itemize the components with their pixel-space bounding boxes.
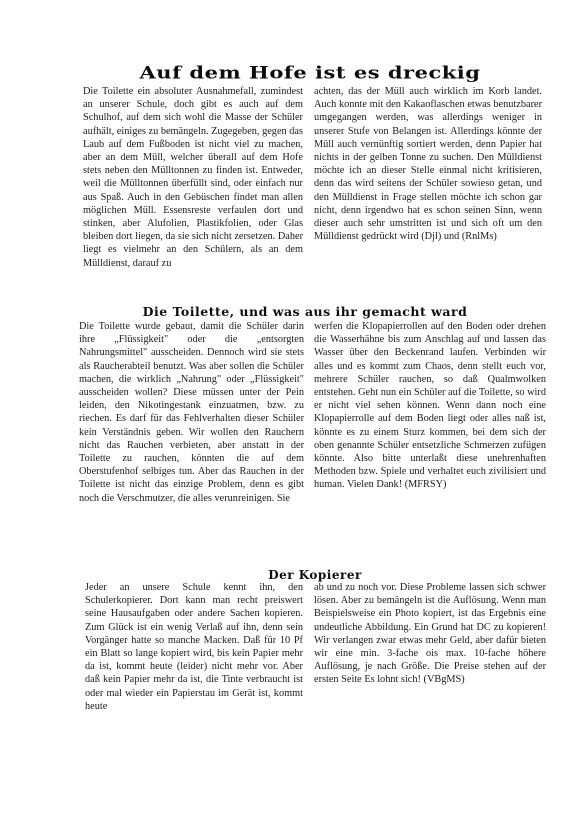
- article-hof-text-right: achten, das der Müll auch wirklich im Korb landet. Auch konnte mit den Kakaoflaschen etwas benutzbarer umgegangen werden, was allerdings weniger in unserer Stufe von Belangen ist. Allerdings könnte der Müll auch vernünftig sortiert werden, denn Papier hat nichts in der gelben Tonne zu suchen. Den Mülldienst möchte ich an dieser Stelle einmal nicht kritisieren, denn das wird seitens der Schüler sowieso getan, und den Mülldienst in Frage stellen möchte ich schon gar nicht, denn irgendwo hat es schon seinen Sinn, wenn dieser auch sehr umstritten ist und sich oft um den Mülldienst gedrückt wird (Djl) und (RnlMs): [314, 86, 542, 243]
- article-kopierer-text-left: Jeder an unsere Schule kennt ihn, den Schulerkopierer. Dort kann man recht preiswert seine Hausaufgaben oder andere Sachen kopieren. Zum Glück ist ein wenig Verlaß auf ihn, denn sein Vorgänger hatte so manche Macken. Daß für 10 Pf ein Blatt so lange kopiert wird, bis kein Papier mehr da ist, kommt heute (leider) nicht mehr vor. Aber daß kein Papier mehr da ist, die Tinte verbraucht ist oder mal wieder ein Papierstau im Gerät ist, kommt heute: [85, 582, 303, 712]
- article-hof-text-left: Die Toilette ein absoluter Ausnahmefall, zumindest an unserer Schule, doch gibt es auch auf dem Schulhof, auf dem sich wohl die Masse der Schüler aufhält, einiges zu bemängeln. Zugegeben, gegen das Laub auf dem Fußboden ist nicht viel zu machen, aber an dem Müll, welcher überall auf dem Hofe stets neben den Mülltonnen zu finden ist. Entweder, weil die Mülltonnen überfüllt sind, oder einfach nur aus Spaß. Auch in den Gebüschen findet man allen möglichen Müll. Essensreste verfaulen dort und stinken, aber Alufolien, Plastikfolien, oder Glas bleiben dort liegen, da sie sich nicht zersetzen. Daher liegt es vielmehr an den Schülern, als an dem Mülldienst, darauf zu: [83, 86, 303, 269]
- article-title-kopierer: Der Kopierer: [268, 568, 362, 582]
- article-kopierer-text-right: ab und zu noch vor. Diese Probleme lassen sich schwer lösen. Aber zu bemängeln ist die Auflösung. Wenn man Beispielsweise ein Photo kopiert, ist das Ergebnis eine undeutliche Abbildung. Ein Grund hat DC zu kopieren! Wir verlangen zwar etwas mehr Geld, aber dafür bieten wir eine min. 3-fache ois max. 10-fache höhere Auflösung, je nach Größe. Die Preise stehen auf der ersten Seite Es lohnt sich! (VBgMS): [314, 582, 546, 686]
- article-toilette-text-left: Die Toilette wurde gebaut, damit die Schüler darin ihre „Flüssigkeit" oder die „entsorgten Nahrungsmittel" ausscheiden. Dennoch wird sie stets als Raucherabteil benutzt. Was aber sollen die Schüler machen, die wirklich „Nahrung" oder „Flüssigkeit" ausscheiden wollen? Diese müssen unter der Pein leiden, den Nikotingestank einzuatmen, bzw. zu riechen. Es darf für das Fehlverhalten dieser Schüler kein Verständnis geben. Wir wollen den Rauchern nicht das Rauchen verbieten, aber anstatt in der Toilette zu rauchen, könnten die auf dem Oberstufenhof selbiges tun. Aber das Rauchen in der Toilette ist nicht das einzige Problem, denn es gibt noch die Verschmutzer, die alles verunreinigen. Sie: [79, 321, 304, 504]
- article-toilette-column-left: [79, 320, 304, 565]
- article-kopierer-column-left: [85, 581, 303, 741]
- article-hof-column-right: [314, 85, 542, 305]
- article-toilette-column-right: [314, 320, 546, 565]
- article-kopierer-column-right: [314, 581, 546, 741]
- article-title-hof: Auf dem Hofe ist es dreckig: [139, 63, 481, 83]
- article-title-toilette: Die Toilette, und was aus ihr gemacht ward: [142, 304, 468, 319]
- article-toilette-text-right: werfen die Klopapierrollen auf den Boden oder drehen die Wasserhähne bis zum Anschlag auf und lassen das Wasser über den Beckenrand laufen. Verbinden wir alles und es kommt zum Chaos, denn stellt euch vor, mehrere Schüler rauchen, so daß Qualmwolken entstehen. Geht nun ein Schüler auf die Toilette, so wird er nicht viel sehen können. Wenn dann noch eine Klopapierrolle auf dem Boden liegt oder alles naß ist, könnte es zu einem Sturz kommen, bei dem sich der oben genannte Schüler entsetzliche Schmerzen zufügen könnte. Also bitte unterlaßt diese unehrenhaften Methoden bzw. Spiele und verhaltet euch zivilisiert und human. Vielen Dank! (MFRSY): [314, 321, 546, 491]
- article-hof-column-left: [83, 85, 303, 305]
